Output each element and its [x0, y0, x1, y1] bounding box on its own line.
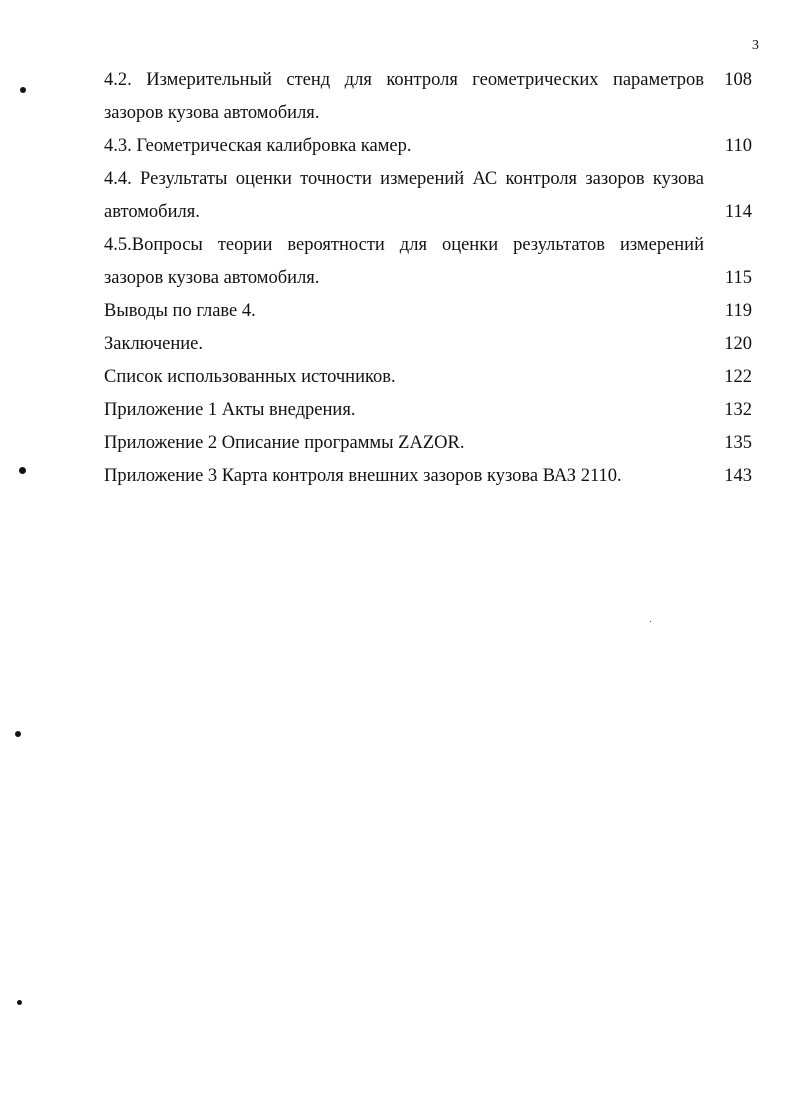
scan-mark: [20, 87, 26, 93]
toc-entry-text: Приложение 2 Описание программы ZAZOR.: [104, 433, 465, 453]
toc-entry[interactable]: [104, 427, 752, 460]
scan-mark: [15, 731, 21, 737]
toc-entry[interactable]: [104, 163, 752, 229]
toc-entry-page: 110: [724, 136, 752, 156]
toc-entry[interactable]: [104, 64, 752, 130]
toc-entry-text: 4.4. Результаты оценки точности измерений АС контроля зазоров кузова: [104, 169, 704, 189]
toc-entry-page: 132: [724, 400, 752, 420]
toc-entry[interactable]: [104, 295, 752, 328]
toc-entry-page: 115: [724, 268, 752, 288]
toc-entry-text: зазоров кузова автомобиля.: [104, 268, 320, 288]
toc-entry-text: Выводы по главе 4.: [104, 301, 256, 321]
toc-entry-text: 4.5.Вопросы теории вероятности для оценки результатов измерений: [104, 235, 704, 255]
toc-entry[interactable]: [104, 394, 752, 427]
toc-entry-page: 114: [724, 202, 752, 222]
toc-entry-text: Список использованных источников.: [104, 367, 396, 387]
toc-entry-text: Заключение.: [104, 334, 203, 354]
toc-entry-page: 143: [724, 466, 752, 486]
toc-entry-page: 120: [724, 334, 752, 354]
scan-mark: [19, 467, 26, 474]
toc-entry-text: Приложение 3 Карта контроля внешних зазоров кузова ВАЗ 2110.: [104, 466, 622, 486]
toc-entry-page: 119: [724, 301, 752, 321]
table-of-contents: [104, 64, 752, 493]
toc-entry-text: Приложение 1 Акты внедрения.: [104, 400, 356, 420]
scan-speck: [650, 621, 651, 622]
toc-entry[interactable]: [104, 328, 752, 361]
toc-entry-text: автомобиля.: [104, 202, 200, 222]
toc-entry[interactable]: [104, 229, 752, 295]
toc-entry-page: 108: [724, 70, 752, 90]
page-number: 3: [752, 38, 759, 53]
toc-entry-text: 4.2. Измерительный стенд для контроля геометрических параметров: [104, 70, 704, 90]
toc-entry-text: зазоров кузова автомобиля.: [104, 103, 320, 123]
toc-entry[interactable]: [104, 460, 752, 493]
toc-entry-page: 122: [724, 367, 752, 387]
toc-entry-text: 4.3. Геометрическая калибровка камер.: [104, 136, 412, 156]
toc-entry-page: 135: [724, 433, 752, 453]
toc-entry[interactable]: [104, 361, 752, 394]
toc-entry[interactable]: [104, 130, 752, 163]
scan-mark: [17, 1000, 22, 1005]
